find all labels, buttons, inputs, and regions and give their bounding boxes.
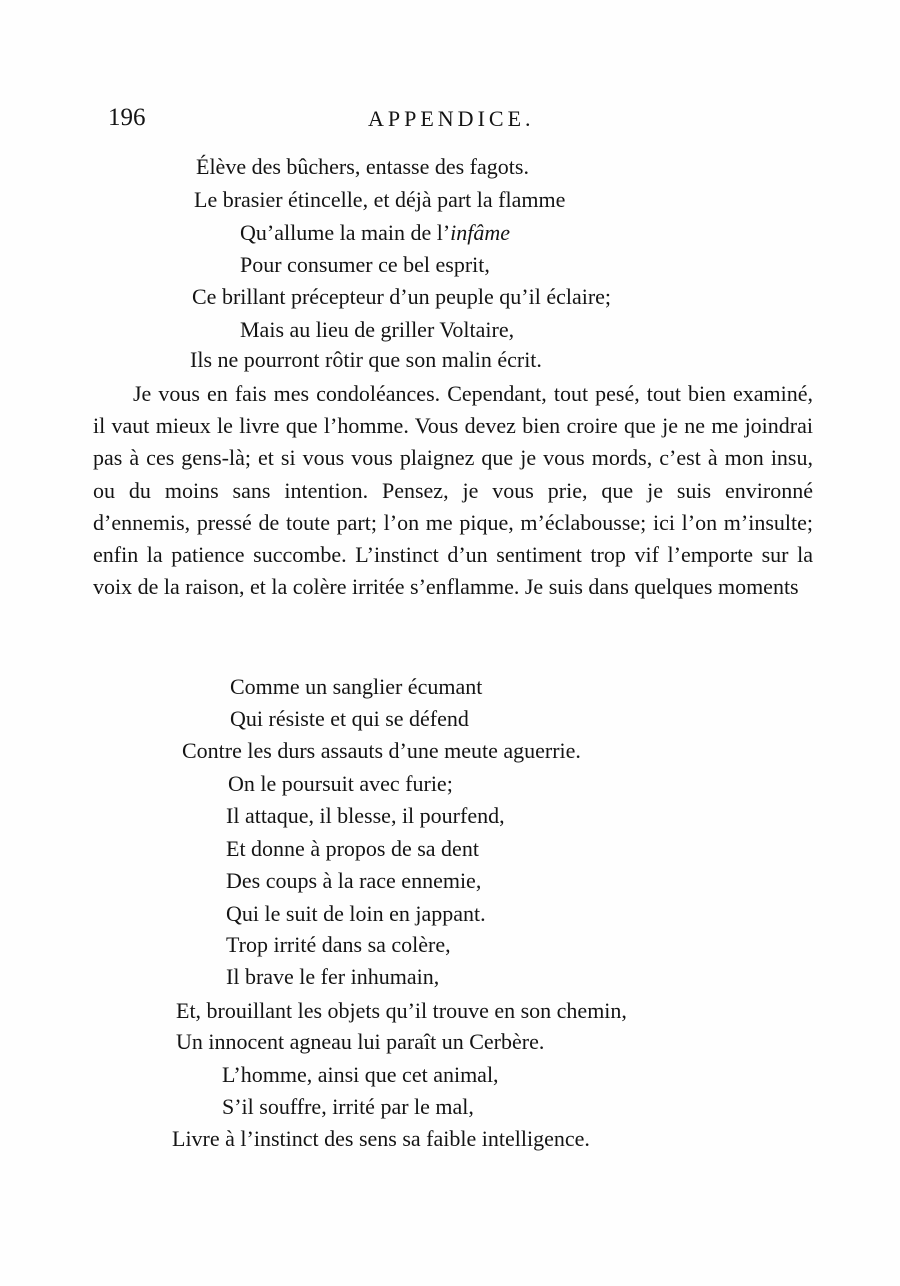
prose-paragraph (93, 378, 813, 603)
verse-line: Le brasier étincelle, et déjà part la flamme (194, 187, 566, 212)
verse-line: Qui résiste et qui se défend (230, 706, 469, 731)
verse-line: Et, brouillant les objets qu’il trouve en son chemin, (176, 998, 627, 1023)
verse-line: Pour consumer ce bel esprit, (240, 252, 490, 277)
running-title: APPENDICE. (368, 106, 535, 131)
verse-line: Ils ne pourront rôtir que son malin écrit. (190, 347, 542, 372)
verse-line: Un innocent agneau lui paraît un Cerbère. (176, 1029, 545, 1054)
verse-line: S’il souffre, irrité par le mal, (222, 1094, 474, 1119)
verse-line: Livre à l’instinct des sens sa faible intelligence. (172, 1126, 590, 1151)
verse-line: L’homme, ainsi que cet animal, (222, 1062, 499, 1087)
verse-line (240, 219, 510, 247)
verse-line: Mais au lieu de griller Voltaire, (240, 317, 515, 342)
prose-text: Je vous en fais mes condoléances. Cependant, tout pesé, tout bien examiné, il vaut mieux le livre que l’homme. Vous devez bien croire que je ne me joindrai pas à ces gens-là; et si vous vous plaignez que je vous mords, c’est à mon insu, ou du moins sans intention. Pensez, je vous prie, que je suis environné d’ennemis, pressé de toute part; l’on me pique, m’éclabousse; ici l’on m’insulte; enfin la patience succombe. L’instinct d’un sentiment trop vif l’emporte sur la voix de la raison, et la colère irritée s’enflamme. Je suis dans quelques moments (93, 381, 813, 600)
verse-line: Contre les durs assauts d’une meute aguerrie. (182, 738, 581, 763)
verse-line: On le poursuit avec furie; (228, 771, 453, 796)
verse-line: Élève des bûchers, entasse des fagots. (196, 154, 529, 179)
verse-line: Il brave le fer inhumain, (226, 964, 440, 989)
verse-line: Qui le suit de loin en jappant. (226, 901, 486, 926)
page-number: 196 (108, 104, 146, 131)
verse-line: Et donne à propos de sa dent (226, 836, 479, 861)
verse-line-italic: infâme (450, 220, 511, 245)
verse-line: Trop irrité dans sa colère, (226, 932, 451, 957)
verse-line: Il attaque, il blesse, il pourfend, (226, 803, 505, 828)
verse-line-text: Qu’allume la main de l’ (240, 220, 451, 245)
verse-line: Des coups à la race ennemie, (226, 868, 482, 893)
verse-line: Ce brillant précepteur d’un peuple qu’il éclaire; (192, 284, 612, 309)
page-header (0, 104, 900, 140)
verse-line: Comme un sanglier écumant (230, 674, 483, 699)
